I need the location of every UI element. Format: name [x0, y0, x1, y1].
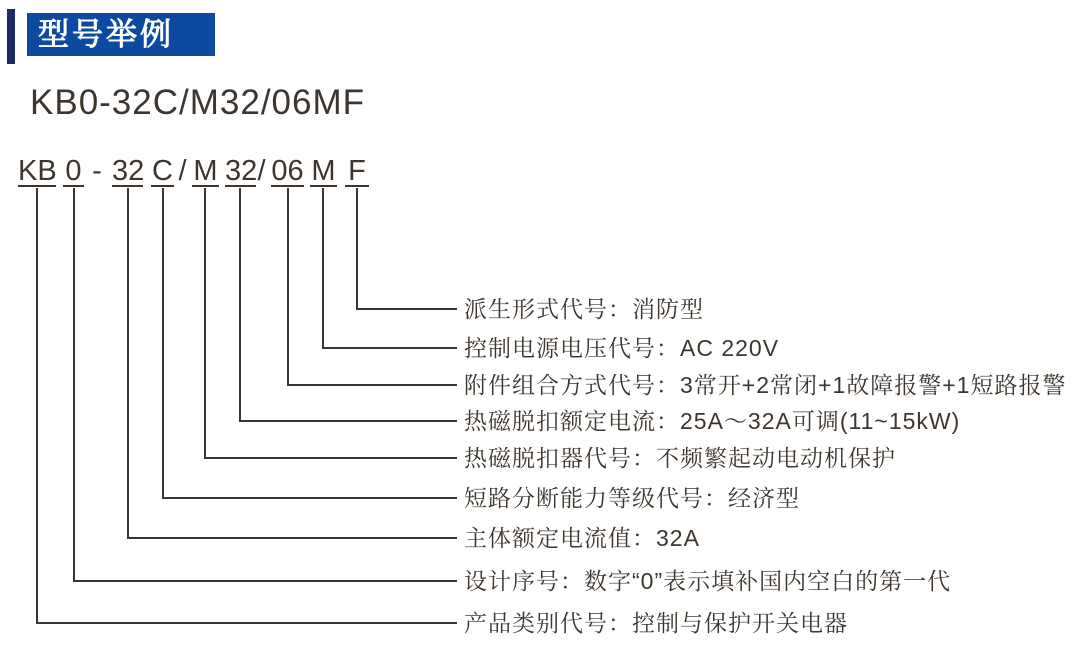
connector-f-derived-form	[357, 188, 457, 309]
code-part-m-voltage: M	[311, 155, 336, 187]
label-accessories: 附件组合方式代号：3常开+2常闭+1故障报警+1短路报警	[464, 372, 1067, 398]
label-derived-form: 派生形式代号：消防型	[464, 296, 704, 322]
code-part-kb: KB	[18, 155, 57, 187]
code-part-0: 0	[63, 157, 84, 187]
code-part-32-trip: 32	[225, 155, 258, 187]
label-rated-current: 主体额定电流值：32A	[464, 525, 700, 551]
label-breaking-grade: 短路分断能力等级代号：经济型	[464, 485, 800, 511]
label-trip-current: 热磁脱扣额定电流：25A～32A可调(11~15kW)	[464, 408, 961, 434]
connector-32-trip-current	[240, 188, 457, 421]
label-trip-unit: 热磁脱扣器代号：不频繁起动电动机保护	[464, 445, 896, 471]
connector-kb-product-class	[37, 188, 457, 623]
code-part-f: F	[345, 157, 369, 187]
connector-m-trip-unit	[205, 188, 457, 458]
label-control-voltage: 控制电源电压代号：AC 220V	[464, 335, 780, 361]
full-model-code: KB0-32C/M32/06MF	[30, 83, 366, 122]
code-part-c: C	[152, 155, 173, 187]
label-product-class: 产品类别代号：控制与保护开关电器	[464, 610, 848, 636]
section-header-title: 型号举例	[38, 17, 174, 52]
connector-m-control-voltage	[323, 188, 457, 348]
code-separator-dash: -	[92, 155, 102, 187]
code-part-m-trip: M	[193, 155, 218, 187]
label-design-serial: 设计序号：数字“0”表示填补国内空白的第一代	[464, 568, 952, 594]
connector-32-rated-current	[128, 188, 457, 538]
code-separator-slash-2: /	[257, 155, 266, 187]
connector-06-accessories	[288, 188, 457, 385]
code-part-06: 06	[271, 155, 304, 187]
code-separator-slash-1: /	[178, 155, 187, 187]
connector-c-breaking-grade	[163, 188, 457, 498]
code-part-32-main: 32	[112, 155, 145, 187]
